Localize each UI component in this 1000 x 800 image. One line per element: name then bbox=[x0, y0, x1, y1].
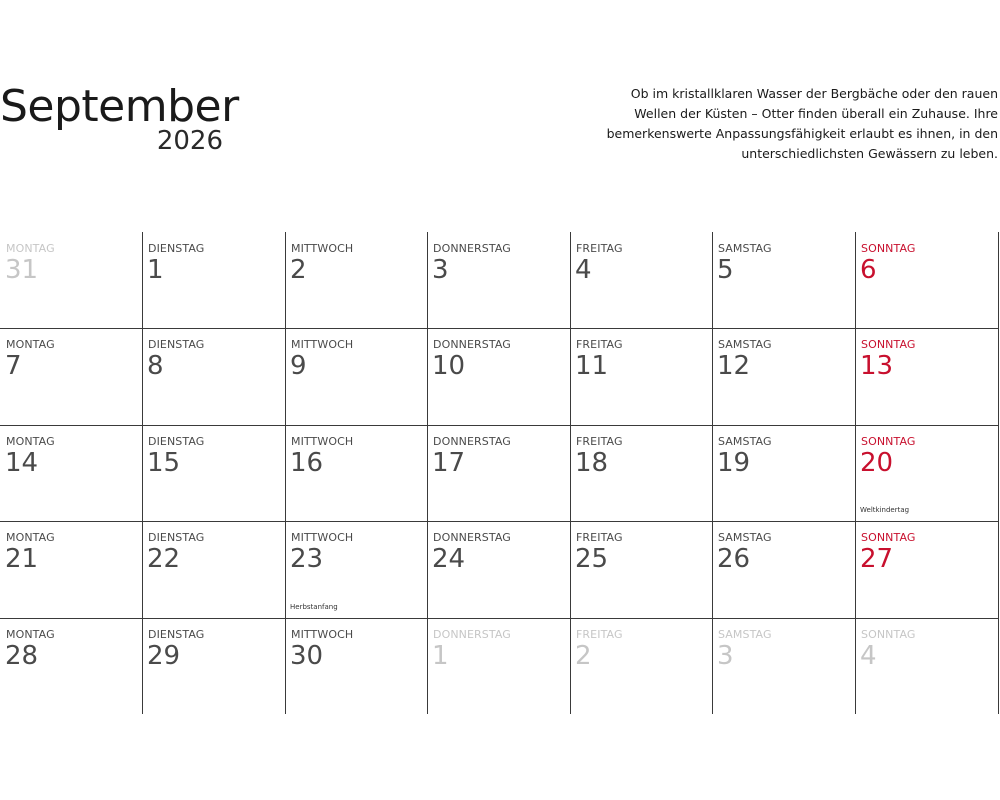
day-cell bbox=[285, 328, 427, 424]
day-cell bbox=[285, 425, 427, 521]
calendar-grid bbox=[0, 232, 1000, 714]
weekday-label: MONTAG bbox=[6, 627, 55, 641]
column-divider bbox=[142, 232, 143, 714]
column-divider bbox=[855, 232, 856, 714]
row-divider bbox=[0, 328, 998, 329]
day-number: 12 bbox=[717, 351, 751, 382]
day-cell bbox=[427, 618, 570, 714]
weekday-label: DIENSTAG bbox=[148, 627, 205, 641]
day-number: 19 bbox=[717, 447, 751, 478]
weekday-label: DIENSTAG bbox=[148, 338, 205, 352]
day-number: 8 bbox=[147, 351, 164, 382]
day-number: 23 bbox=[290, 544, 324, 575]
weekday-label: FREITAG bbox=[576, 338, 623, 352]
day-number: 27 bbox=[860, 544, 894, 575]
weekday-label: SAMSTAG bbox=[718, 627, 772, 641]
day-cell bbox=[855, 232, 998, 328]
day-number: 18 bbox=[575, 447, 609, 478]
day-cell bbox=[142, 425, 285, 521]
weekday-label: FREITAG bbox=[576, 242, 623, 255]
weekday-label: MONTAG bbox=[6, 242, 55, 255]
day-cell bbox=[285, 232, 427, 328]
weekday-label: FREITAG bbox=[576, 434, 623, 448]
day-number: 22 bbox=[147, 544, 181, 575]
day-number: 21 bbox=[5, 544, 39, 575]
weekday-label: FREITAG bbox=[576, 627, 623, 641]
day-number: 2 bbox=[290, 255, 307, 285]
day-cell bbox=[712, 328, 855, 424]
weekday-label: SAMSTAG bbox=[718, 338, 772, 352]
day-number: 11 bbox=[575, 351, 609, 382]
weekday-label: MITTWOCH bbox=[291, 434, 354, 448]
day-number: 20 bbox=[860, 447, 894, 478]
day-cell bbox=[570, 618, 712, 714]
weekday-label: MONTAG bbox=[6, 338, 55, 352]
weekday-label: MITTWOCH bbox=[291, 242, 354, 255]
day-number: 7 bbox=[5, 351, 22, 382]
weekday-label: DONNERSTAG bbox=[433, 531, 511, 545]
day-cell bbox=[142, 618, 285, 714]
day-cell bbox=[570, 328, 712, 424]
column-divider bbox=[712, 232, 713, 714]
day-cell bbox=[570, 425, 712, 521]
day-number: 16 bbox=[290, 447, 324, 478]
weekday-label: DIENSTAG bbox=[148, 434, 205, 448]
day-number: 1 bbox=[432, 640, 449, 671]
day-cell bbox=[855, 425, 998, 521]
day-cell bbox=[142, 328, 285, 424]
day-number: 14 bbox=[5, 447, 39, 478]
weekday-label: FREITAG bbox=[576, 531, 623, 545]
day-number: 2 bbox=[575, 640, 592, 671]
day-cell bbox=[427, 425, 570, 521]
weekday-label: SONNTAG bbox=[861, 627, 916, 641]
weekday-label: SAMSTAG bbox=[718, 242, 772, 255]
weekday-label: MITTWOCH bbox=[291, 627, 354, 641]
day-number: 1 bbox=[147, 255, 164, 285]
day-cell bbox=[427, 232, 570, 328]
day-number: 30 bbox=[290, 640, 324, 671]
day-cell bbox=[712, 425, 855, 521]
weekday-label: SONNTAG bbox=[861, 434, 916, 448]
column-divider bbox=[570, 232, 571, 714]
day-cell bbox=[0, 425, 142, 521]
weekday-label: DIENSTAG bbox=[148, 531, 205, 545]
day-cell bbox=[712, 618, 855, 714]
day-number: 28 bbox=[5, 640, 39, 671]
day-cell bbox=[855, 521, 998, 617]
day-cell bbox=[570, 232, 712, 328]
day-cell bbox=[427, 328, 570, 424]
day-cell bbox=[855, 618, 998, 714]
holiday-note: Herbstanfang bbox=[290, 602, 338, 611]
column-divider bbox=[427, 232, 428, 714]
day-cell bbox=[285, 521, 427, 617]
day-number: 13 bbox=[860, 351, 894, 382]
day-number: 26 bbox=[717, 544, 751, 575]
weekday-label: SONNTAG bbox=[861, 338, 916, 352]
weekday-label: SONNTAG bbox=[861, 531, 916, 545]
day-number: 5 bbox=[717, 255, 734, 285]
day-cell bbox=[0, 521, 142, 617]
day-cell bbox=[285, 618, 427, 714]
weekday-label: DONNERSTAG bbox=[433, 434, 511, 448]
weekday-label: DONNERSTAG bbox=[433, 242, 511, 255]
holiday-note: Weltkindertag bbox=[860, 506, 910, 515]
day-number: 17 bbox=[432, 447, 466, 478]
day-number: 15 bbox=[147, 447, 181, 478]
weekday-label: MITTWOCH bbox=[291, 338, 354, 352]
day-cell bbox=[427, 521, 570, 617]
day-cell bbox=[570, 521, 712, 617]
weekday-label: SONNTAG bbox=[861, 242, 916, 255]
quote-text: Ob im kristallklaren Wasser der Bergbäche oder den rauen Wellen der Küsten – Otter finden überall ein Zuhause. Ihre bemerkenswerte Anpassungsfähigkeit erlaubt es ihnen, in den unterschiedlichsten Gewässern zu leben. bbox=[606, 86, 998, 161]
weekday-label: DONNERSTAG bbox=[433, 627, 511, 641]
weekday-label: MONTAG bbox=[6, 434, 55, 448]
day-number: 10 bbox=[432, 351, 466, 382]
row-divider bbox=[0, 521, 998, 522]
day-number: 4 bbox=[575, 255, 592, 285]
day-cell bbox=[855, 328, 998, 424]
day-cell bbox=[712, 232, 855, 328]
weekday-label: SAMSTAG bbox=[718, 434, 772, 448]
row-divider bbox=[0, 425, 998, 426]
day-cell bbox=[142, 232, 285, 328]
column-divider bbox=[998, 232, 999, 714]
weekday-label: MITTWOCH bbox=[291, 531, 354, 545]
day-cell bbox=[0, 232, 142, 328]
day-number: 29 bbox=[147, 640, 181, 671]
weekday-label: MONTAG bbox=[6, 531, 55, 545]
day-number: 4 bbox=[860, 640, 877, 671]
day-number: 31 bbox=[5, 255, 39, 285]
day-cell bbox=[0, 618, 142, 714]
day-number: 6 bbox=[860, 255, 877, 285]
day-number: 24 bbox=[432, 544, 466, 575]
day-number: 3 bbox=[432, 255, 449, 285]
day-number: 25 bbox=[575, 544, 609, 575]
day-number: 3 bbox=[717, 640, 734, 671]
day-cell bbox=[142, 521, 285, 617]
year-title: 2026 bbox=[156, 126, 223, 156]
month-title: September bbox=[0, 81, 239, 132]
row-divider bbox=[0, 618, 998, 619]
weekday-label: SAMSTAG bbox=[718, 531, 772, 545]
day-cell bbox=[712, 521, 855, 617]
day-number: 9 bbox=[290, 351, 307, 382]
weekday-label: DIENSTAG bbox=[148, 242, 205, 255]
column-divider bbox=[285, 232, 286, 714]
day-cell bbox=[0, 328, 142, 424]
weekday-label: DONNERSTAG bbox=[433, 338, 511, 352]
